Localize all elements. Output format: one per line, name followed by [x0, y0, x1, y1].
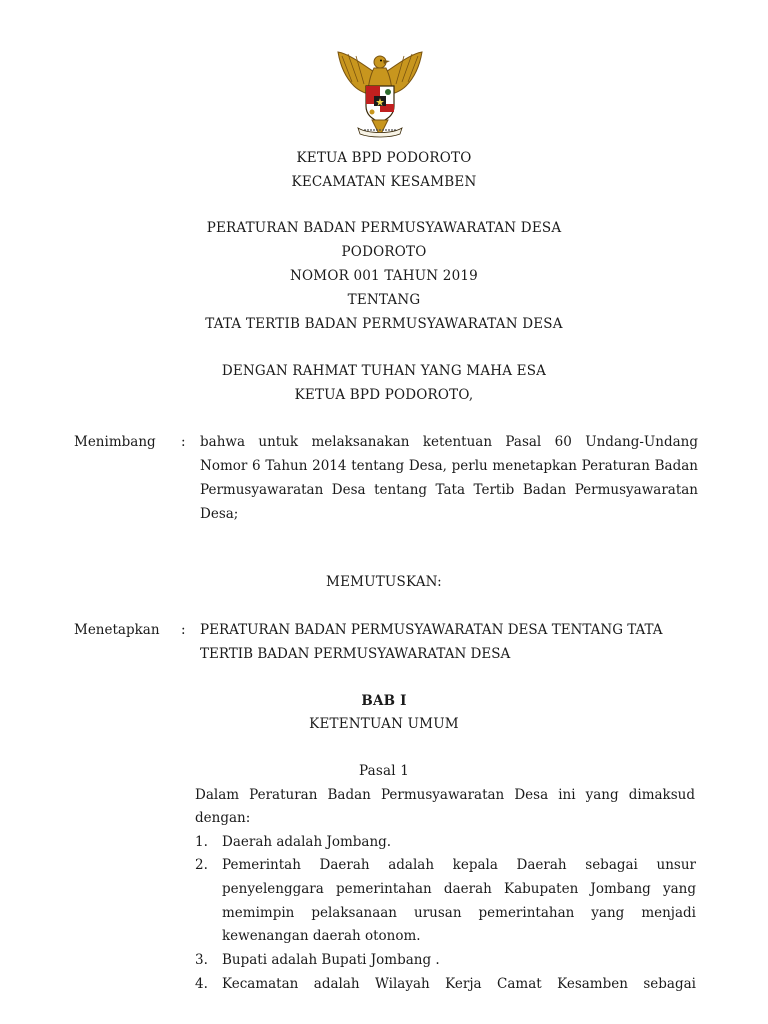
list-item-line: Kecamatan adalah Wilayah Kerja Camat Kesamben sebagai [222, 976, 696, 992]
preamble-line-1: DENGAN RAHMAT TUHAN YANG MAHA ESA [221, 363, 547, 379]
pasal-intro-line-1: Dalam Peraturan Badan Permusyawaratan Desa ini yang dimaksud [195, 787, 695, 803]
regulation-about: TENTANG [347, 292, 421, 308]
garuda-pancasila-icon [330, 46, 430, 146]
menimbang-line-1: bahwa untuk melaksanakan ketentuan Pasal 60 Undang-Undang [200, 434, 698, 450]
header-line-1: KETUA BPD PODOROTO [296, 150, 472, 166]
list-item-number: 1. [195, 834, 208, 850]
header-line-2: KECAMATAN KESAMBEN [291, 174, 477, 190]
menimbang-colon: : [181, 434, 186, 450]
pasal-title: Pasal 1 [358, 763, 410, 779]
regulation-title-1: PERATURAN BADAN PERMUSYAWARATAN DESA [206, 220, 562, 236]
menetapkan-label: Menetapkan [74, 622, 160, 638]
bab-number: BAB I [361, 693, 407, 709]
list-item-line: Daerah adalah Jombang. [222, 834, 392, 850]
menimbang-label: Menimbang [74, 434, 156, 450]
list-item-line: Pemerintah Daerah adalah kepala Daerah sebagai unsur [222, 857, 696, 873]
menimbang-line-3: Permusyawaratan Desa tentang Tata Tertib Badan Permusyawaratan [200, 482, 698, 498]
list-item-line: penyelenggara pemerintahan daerah Kabupaten Jombang yang [222, 881, 696, 897]
bab-title: KETENTUAN UMUM [309, 716, 459, 732]
list-item-line: memimpin pelaksanaan urusan pemerintahan yang menjadi [222, 905, 696, 921]
regulation-subject: TATA TERTIB BADAN PERMUSYAWARATAN DESA [205, 316, 563, 332]
list-item-line: Bupati adalah Bupati Jombang . [222, 952, 440, 968]
menimbang-line-2: Nomor 6 Tahun 2014 tentang Desa, perlu menetapkan Peraturan Badan [200, 458, 698, 474]
list-item-line: kewenangan daerah otonom. [222, 928, 421, 944]
regulation-number: NOMOR 001 TAHUN 2019 [290, 268, 478, 284]
list-item-number: 3. [195, 952, 208, 968]
menetapkan-colon: : [181, 622, 186, 638]
menetapkan-line-1: PERATURAN BADAN PERMUSYAWARATAN DESA TENTANG TATA [200, 622, 663, 638]
regulation-title-2: PODOROTO [341, 244, 427, 260]
list-item-number: 2. [195, 857, 208, 873]
menetapkan-line-2: TERTIB BADAN PERMUSYAWARATAN DESA [200, 646, 511, 662]
list-item-number: 4. [195, 976, 208, 992]
menimbang-line-4: Desa; [200, 506, 239, 522]
memutuskan-heading: MEMUTUSKAN: [326, 574, 442, 590]
preamble-line-2: KETUA BPD PODOROTO, [294, 387, 474, 403]
pasal-intro-line-2: dengan: [195, 810, 251, 826]
